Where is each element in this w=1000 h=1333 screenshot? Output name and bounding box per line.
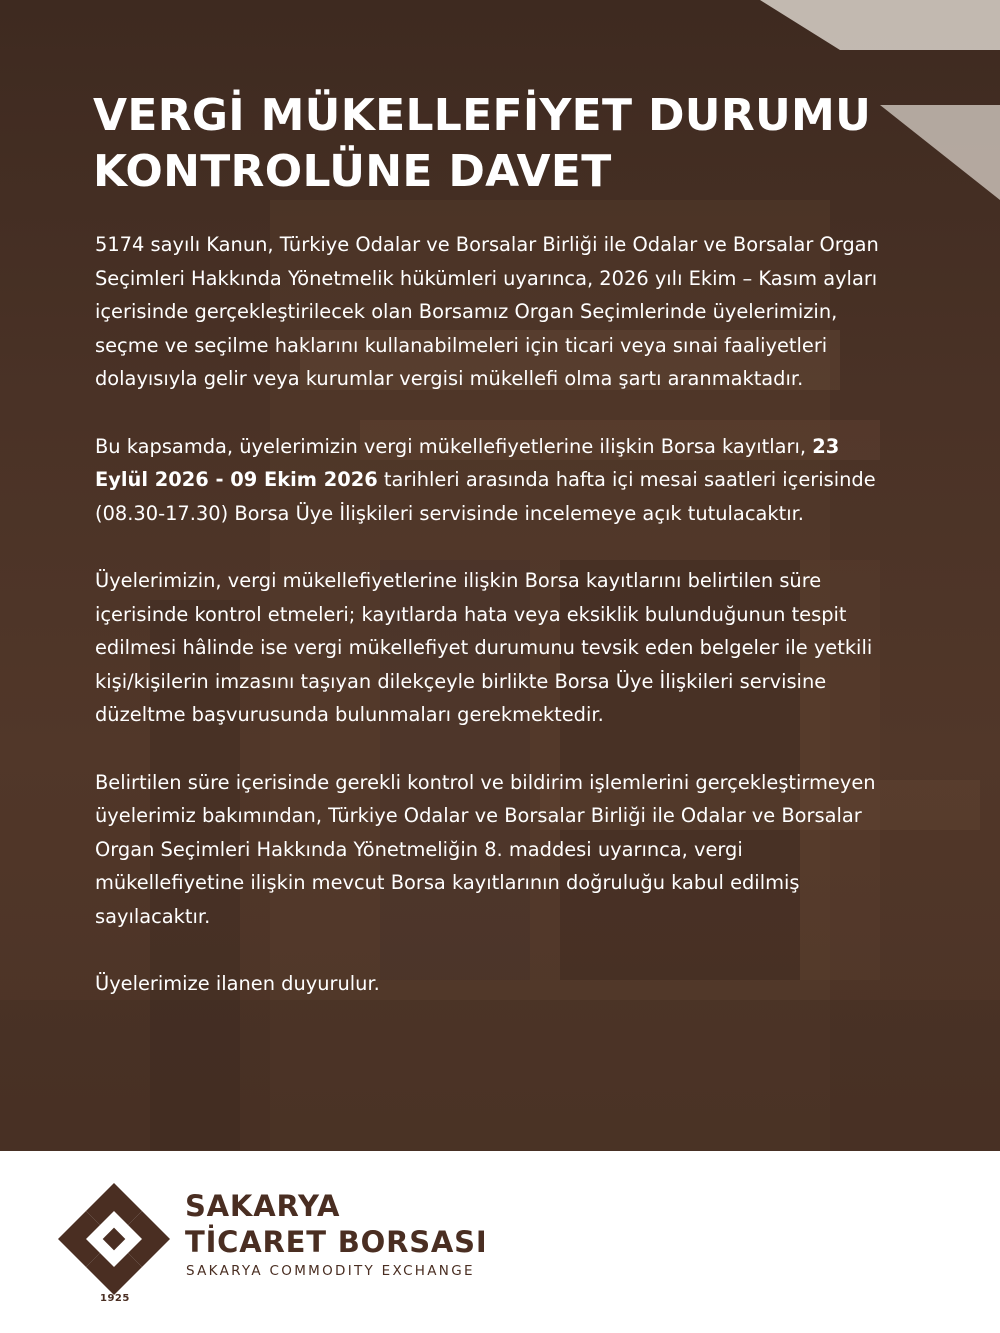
paragraph-4: Belirtilen süre içerisinde gerekli kontrol ve bildirim işlemlerini gerçekleştirmeyen üyelerimiz bakımından, Türkiye Odalar ve Borsalar Birliği ile Odalar ve Borsalar Organ Seçimleri Hakkında Yönetmeliğin 8. maddesi uyarınca, vergi mükellefiyetine ilişkin mevcut Borsa kayıtlarının doğruluğu kabul edilmiş sayılacaktır.	[95, 770, 876, 928]
logo-name-line-2: TİCARET BORSASI	[185, 1225, 488, 1259]
logo-year: 1925	[100, 1293, 130, 1304]
stb-logo-mark-icon	[58, 1183, 170, 1295]
paragraph-5: Üyelerimize ilanen duyurulur.	[95, 972, 380, 996]
title-line-1: VERGİ MÜKELLEFİYET DURUMU	[93, 90, 872, 141]
paragraph-2	[95, 430, 885, 531]
logo-name-line-1: SAKARYA	[185, 1189, 341, 1223]
paragraph-3: Üyelerimizin, vergi mükellefiyetlerine ilişkin Borsa kayıtlarını belirtilen süre içerisinde kontrol etmeleri; kayıtlarda hata veya eksiklik bulunduğunun tespit edilmesi hâlinde ise vergi mükellefiyet durumunu tevsik eden belgeler ile yetkili kişi/kişilerin imzasını taşıyan dilekçeyle birlikte Borsa Üye İlişkileri servisine düzeltme başvurusunda bulunmaları gerekmektedir.	[95, 568, 873, 727]
logo-subtitle: SAKARYA COMMODITY EXCHANGE	[186, 1263, 475, 1279]
date-range: 23 Eylül 2026 - 09 Ekim 2026	[95, 434, 840, 492]
announcement-body	[95, 228, 885, 1034]
title-line-2: KONTROLÜNE DAVET	[93, 146, 612, 197]
paragraph-1: 5174 sayılı Kanun, Türkiye Odalar ve Borsalar Birliği ile Odalar ve Borsalar Organ Seçimleri Hakkında Yönetmelik hükümleri uyarınca, 2026 yılı Ekim – Kasım ayları içerisinde gerçekleştirilecek olan Borsamız Organ Seçimlerinde üyelerimizin, seçme ve seçilme haklarını kullanabilmeleri için ticari veya sınai faaliyetleri dolayısıyla gelir veya kurumlar vergisi mükellefi olma şartı aranmaktadır.	[95, 233, 879, 391]
paragraph-2-start: Bu kapsamda, üyelerimizin vergi mükellefiyetlerine ilişkin Borsa kayıtları,	[95, 434, 813, 458]
paragraph-2-end: tarihleri arasında hafta içi mesai saatleri içerisinde (08.30-17.30) Borsa Üye İlişkileri servisinde incelemeye açık tutulacaktır.	[95, 468, 876, 525]
page-title	[93, 88, 893, 200]
